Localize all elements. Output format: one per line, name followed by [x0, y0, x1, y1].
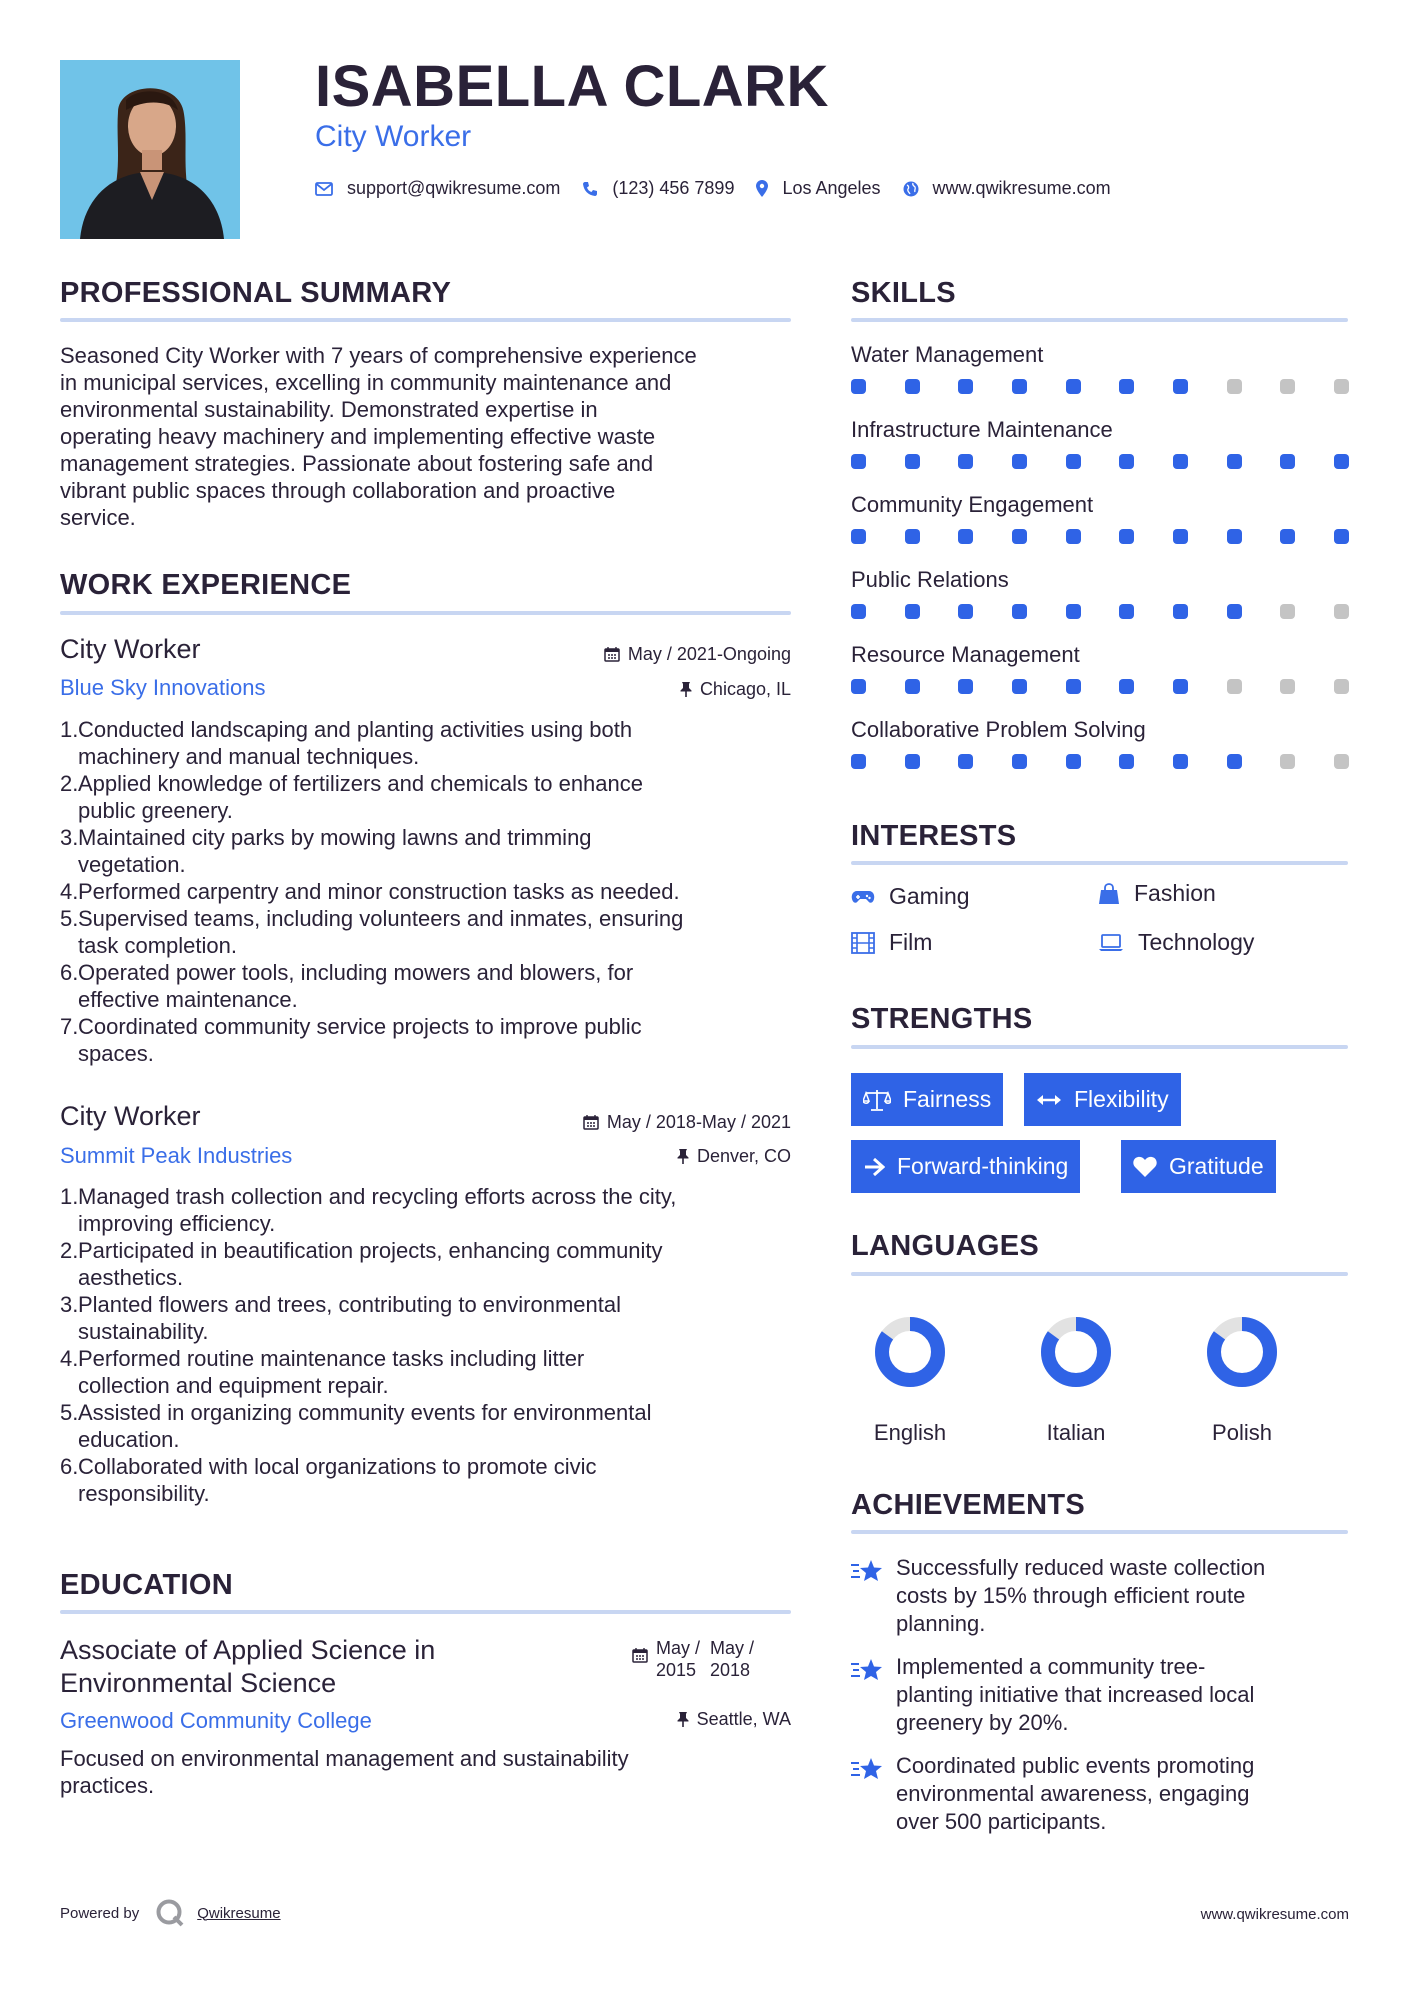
rating-dot-filled	[1334, 454, 1349, 469]
pin-icon	[680, 681, 692, 700]
rating-dot-filled	[1119, 529, 1134, 544]
skill-name: Community Engagement	[851, 492, 1094, 517]
duty-line: Applied knowledge of fertilizers and chemicals to enhance	[78, 771, 643, 796]
duty-line: aesthetics.	[78, 1265, 184, 1290]
rating-dot-empty	[1280, 604, 1295, 619]
rating-dot-empty	[1280, 679, 1295, 694]
achievement-line: environmental awareness, engaging	[896, 1781, 1250, 1806]
edu-start-year: 2015	[656, 1660, 697, 1680]
education-description	[60, 1745, 800, 1799]
education-heading: EDUCATION	[60, 1569, 233, 1601]
rating-dot-filled	[1227, 604, 1242, 619]
skills-rule	[851, 318, 1348, 322]
shooting-star-icon	[850, 1554, 896, 1638]
language-proficiency-chart	[1034, 1310, 1118, 1394]
skill-rating	[851, 604, 1349, 619]
duty-item	[78, 1345, 800, 1399]
duty-line: task completion.	[78, 933, 237, 958]
language-item	[1182, 1310, 1302, 1446]
education-location	[677, 1710, 791, 1730]
rating-dot-filled	[1012, 604, 1027, 619]
education-rule	[60, 1610, 791, 1614]
duty-item	[78, 1453, 800, 1507]
duty-item	[78, 770, 800, 824]
rating-dot-filled	[1066, 529, 1081, 544]
interest-gaming	[851, 883, 970, 910]
powered-by-label: Powered by	[60, 1904, 140, 1922]
education-desc-line: Focused on environmental management and sustainability	[60, 1746, 629, 1771]
gamepad-icon	[851, 889, 875, 905]
rating-dot-filled	[1280, 529, 1295, 544]
skill-rating	[851, 379, 1349, 394]
skill-rating	[851, 529, 1349, 544]
duty-line: Conducted landscaping and planting activities using both	[78, 717, 633, 742]
rating-dot-filled	[1119, 379, 1134, 394]
job-2-location-text: Denver, CO	[696, 1146, 791, 1166]
education-dates	[632, 1637, 754, 1681]
school-name[interactable]: Greenwood Community College	[60, 1708, 372, 1733]
globe-icon	[903, 181, 919, 197]
rating-dot-filled	[1066, 604, 1081, 619]
duty-line: Operated power tools, including mowers and blowers, for	[78, 960, 634, 985]
duty-line: Planted flowers and trees, contributing to environmental	[78, 1292, 621, 1317]
duty-item	[78, 1183, 800, 1237]
duty-line: Supervised teams, including volunteers and inmates, ensuring	[78, 906, 684, 931]
achievement-line: greenery by 20%.	[896, 1710, 1069, 1735]
balance-scale-icon	[863, 1088, 891, 1112]
rating-dot-filled	[1227, 529, 1242, 544]
rating-dot-filled	[1119, 754, 1134, 769]
rating-dot-empty	[1334, 754, 1349, 769]
skill-rating	[851, 679, 1349, 694]
interest-label: Film	[889, 929, 933, 955]
arrow-right-icon	[863, 1158, 885, 1176]
language-name: Italian	[1046, 1420, 1106, 1445]
rating-dot-filled	[1173, 754, 1188, 769]
qwikresume-link[interactable]: Qwikresume	[197, 1904, 281, 1922]
interest-label: Fashion	[1134, 880, 1216, 906]
summary-line: vibrant public spaces through collaboration and proactive	[60, 478, 616, 503]
job-title: City Worker	[315, 120, 472, 153]
rating-dot-filled	[1066, 454, 1081, 469]
experience-rule	[60, 611, 791, 615]
job-1-date	[604, 645, 791, 665]
strength-badge-fairness	[851, 1073, 1003, 1126]
strengths-rule	[851, 1045, 1348, 1049]
duty-item	[78, 1013, 800, 1067]
rating-dot-empty	[1227, 379, 1242, 394]
achievement-line: planting initiative that increased local	[896, 1682, 1255, 1707]
interest-technology	[1098, 929, 1254, 956]
shooting-star-icon	[850, 1752, 896, 1836]
skill-name: Resource Management	[851, 642, 1080, 667]
strength-label: Forward-thinking	[897, 1153, 1069, 1179]
shooting-star-icon	[850, 1653, 896, 1737]
duty-line: sustainability.	[78, 1319, 209, 1344]
rating-dot-filled	[958, 604, 973, 619]
duty-line: public greenery.	[78, 798, 233, 823]
duty-line: vegetation.	[78, 852, 186, 877]
rating-dot-filled	[1173, 604, 1188, 619]
rating-dot-filled	[851, 754, 866, 769]
calendar-icon	[632, 1647, 648, 1666]
rating-dot-filled	[1066, 379, 1081, 394]
strength-label: Gratitude	[1169, 1153, 1264, 1179]
duty-line: collection and equipment repair.	[78, 1373, 389, 1398]
achievement-line: Coordinated public events promoting	[896, 1753, 1255, 1778]
strength-badge-gratitude	[1121, 1140, 1276, 1193]
pin-icon	[677, 1148, 689, 1167]
degree-line: Associate of Applied Science in	[60, 1635, 436, 1665]
achievement-item	[850, 1752, 1330, 1836]
job-1-company[interactable]: Blue Sky Innovations	[60, 675, 266, 700]
rating-dot-filled	[1119, 679, 1134, 694]
duty-line: machinery and manual techniques.	[78, 744, 420, 769]
qwikresume-logo-icon	[155, 1898, 185, 1928]
calendar-icon	[604, 646, 620, 665]
skill-rating	[851, 454, 1349, 469]
job-2-location	[677, 1147, 791, 1167]
job-2-date	[583, 1113, 791, 1133]
rating-dot-empty	[1334, 379, 1349, 394]
education-location-text: Seattle, WA	[696, 1709, 791, 1729]
rating-dot-filled	[1066, 679, 1081, 694]
rating-dot-filled	[1012, 754, 1027, 769]
email-link[interactable]: support@qwikresume.com	[347, 178, 561, 198]
rating-dot-filled	[1012, 679, 1027, 694]
calendar-icon	[583, 1114, 599, 1133]
skill-name: Infrastructure Maintenance	[851, 417, 1113, 442]
interests-heading: INTERESTS	[851, 820, 1017, 852]
edu-start-month: May /	[656, 1638, 701, 1658]
duty-line: Performed routine maintenance tasks including litter	[78, 1346, 585, 1371]
pin-icon	[677, 1711, 689, 1730]
footer-website[interactable]: www.qwikresume.com	[1200, 1906, 1349, 1923]
duty-line: spaces.	[78, 1041, 154, 1066]
phone-number[interactable]: (123) 456 7899	[612, 178, 735, 198]
rating-dot-filled	[958, 454, 973, 469]
duty-line: Maintained city parks by mowing lawns and trimming	[78, 825, 592, 850]
achievement-line: over 500 participants.	[896, 1809, 1107, 1834]
summary-line: operating heavy machinery and implementing effective waste	[60, 424, 656, 449]
rating-dot-filled	[851, 604, 866, 619]
map-pin-icon	[756, 180, 768, 197]
rating-dot-filled	[1227, 454, 1242, 469]
language-proficiency-chart	[868, 1310, 952, 1394]
laptop-icon	[1098, 933, 1124, 953]
job-1-title: City Worker	[60, 634, 201, 664]
rating-dot-filled	[1119, 454, 1134, 469]
duty-item	[78, 824, 800, 878]
duty-line: Participated in beautification projects, enhancing community	[78, 1238, 663, 1263]
duty-line: Assisted in organizing community events for environmental	[78, 1400, 652, 1425]
rating-dot-filled	[958, 679, 973, 694]
duty-item	[78, 1399, 800, 1453]
duty-line: effective maintenance.	[78, 987, 298, 1012]
rating-dot-filled	[958, 529, 973, 544]
degree-line: Environmental Science	[60, 1668, 337, 1698]
strength-label: Flexibility	[1074, 1086, 1169, 1112]
strengths-heading: STRENGTHS	[851, 1003, 1033, 1035]
contact-bar	[315, 178, 1133, 199]
language-item	[850, 1310, 970, 1446]
interest-label: Technology	[1138, 929, 1255, 955]
rating-dot-empty	[1280, 754, 1295, 769]
footer-powered-by	[60, 1898, 281, 1928]
duty-line: education.	[78, 1427, 180, 1452]
arrows-horizontal-icon	[1036, 1093, 1062, 1107]
rating-dot-filled	[1173, 679, 1188, 694]
duty-line: Coordinated community service projects to improve public	[78, 1014, 642, 1039]
skill-name: Collaborative Problem Solving	[851, 717, 1146, 742]
rating-dot-filled	[1119, 604, 1134, 619]
duty-item	[78, 716, 800, 770]
summary-heading: PROFESSIONAL SUMMARY	[60, 277, 452, 309]
duty-item	[78, 905, 800, 959]
rating-dot-empty	[1280, 379, 1295, 394]
job-2-title: City Worker	[60, 1101, 201, 1131]
rating-dot-filled	[905, 754, 920, 769]
rating-dot-filled	[905, 529, 920, 544]
website-link[interactable]: www.qwikresume.com	[932, 178, 1111, 198]
rating-dot-filled	[1012, 529, 1027, 544]
location-text: Los Angeles	[782, 178, 881, 198]
duty-item	[78, 959, 800, 1013]
phone-icon	[582, 181, 598, 197]
skill-name: Public Relations	[851, 567, 1009, 592]
rating-dot-filled	[905, 379, 920, 394]
achievement-line: Successfully reduced waste collection	[896, 1555, 1266, 1580]
duty-line: Performed carpentry and minor construction tasks as needed.	[78, 879, 680, 904]
job-1-date-text: May / 2021-Ongoing	[627, 644, 791, 664]
duty-line: responsibility.	[78, 1481, 210, 1506]
rating-dot-empty	[1227, 679, 1242, 694]
shopping-bag-icon	[1098, 883, 1120, 905]
duty-line: Collaborated with local organizations to promote civic	[78, 1454, 597, 1479]
strength-badge-flexibility	[1024, 1073, 1181, 1126]
language-proficiency-chart	[1200, 1310, 1284, 1394]
languages-heading: LANGUAGES	[851, 1230, 1039, 1262]
language-item	[1016, 1310, 1136, 1446]
interests-rule	[851, 861, 1348, 865]
candidate-name: ISABELLA CLARK	[315, 54, 829, 119]
heart-icon	[1133, 1156, 1157, 1177]
summary-line: Seasoned City Worker with 7 years of comprehensive experience	[60, 343, 697, 368]
rating-dot-filled	[1173, 379, 1188, 394]
job-2-company[interactable]: Summit Peak Industries	[60, 1143, 293, 1168]
rating-dot-filled	[1012, 379, 1027, 394]
achievement-line: Implemented a community tree-	[896, 1654, 1206, 1679]
envelope-icon	[315, 182, 333, 196]
job-1-location	[680, 680, 791, 700]
rating-dot-empty	[1334, 679, 1349, 694]
achievement-item	[850, 1554, 1330, 1638]
summary-rule	[60, 318, 791, 322]
languages-rule	[851, 1272, 1348, 1276]
language-name: Polish	[1212, 1420, 1272, 1445]
rating-dot-filled	[1012, 454, 1027, 469]
strength-badge-forward-thinking	[851, 1140, 1080, 1193]
summary-text	[60, 342, 800, 531]
rating-dot-filled	[851, 529, 866, 544]
duty-line: Managed trash collection and recycling efforts across the city,	[78, 1184, 677, 1209]
rating-dot-empty	[1334, 604, 1349, 619]
interest-film	[851, 929, 932, 956]
rating-dot-filled	[1280, 454, 1295, 469]
job-1-location-text: Chicago, IL	[699, 679, 791, 699]
duty-item	[78, 878, 800, 905]
summary-line: service.	[60, 505, 136, 530]
rating-dot-filled	[1173, 454, 1188, 469]
experience-heading: WORK EXPERIENCE	[60, 569, 352, 601]
rating-dot-filled	[851, 679, 866, 694]
interest-label: Gaming	[889, 883, 970, 909]
job-2-date-text: May / 2018-May / 2021	[606, 1112, 791, 1132]
summary-line: environmental sustainability. Demonstrated expertise in	[60, 397, 598, 422]
strength-label: Fairness	[903, 1086, 992, 1112]
film-icon	[851, 932, 875, 954]
skill-name: Water Management	[851, 342, 1044, 367]
rating-dot-filled	[905, 454, 920, 469]
summary-line: in municipal services, excelling in community maintenance and	[60, 370, 672, 395]
achievement-line: planning.	[896, 1611, 986, 1636]
duty-item	[78, 1237, 800, 1291]
rating-dot-filled	[1227, 754, 1242, 769]
rating-dot-filled	[905, 679, 920, 694]
edu-end-month: May /	[710, 1638, 755, 1658]
rating-dot-filled	[1066, 754, 1081, 769]
rating-dot-filled	[958, 379, 973, 394]
degree-title	[60, 1634, 435, 1700]
profile-photo	[60, 60, 240, 239]
education-desc-line: practices.	[60, 1773, 155, 1798]
rating-dot-filled	[905, 604, 920, 619]
rating-dot-filled	[958, 754, 973, 769]
rating-dot-filled	[1334, 529, 1349, 544]
interest-fashion	[1098, 880, 1216, 907]
skill-rating	[851, 754, 1349, 769]
job-2-duties	[60, 1183, 800, 1507]
language-name: English	[873, 1420, 947, 1445]
rating-dot-filled	[851, 454, 866, 469]
skills-heading: SKILLS	[851, 277, 956, 309]
rating-dot-filled	[851, 379, 866, 394]
duty-line: improving efficiency.	[78, 1211, 276, 1236]
achievements-rule	[851, 1530, 1348, 1534]
achievements-heading: ACHIEVEMENTS	[851, 1489, 1086, 1521]
summary-line: management strategies. Passionate about fostering safe and	[60, 451, 654, 476]
achievement-item	[850, 1653, 1330, 1737]
job-1-duties	[60, 716, 800, 1067]
rating-dot-filled	[1173, 529, 1188, 544]
edu-end-year: 2018	[710, 1660, 751, 1680]
achievement-line: costs by 15% through efficient route	[896, 1583, 1246, 1608]
duty-item	[78, 1291, 800, 1345]
